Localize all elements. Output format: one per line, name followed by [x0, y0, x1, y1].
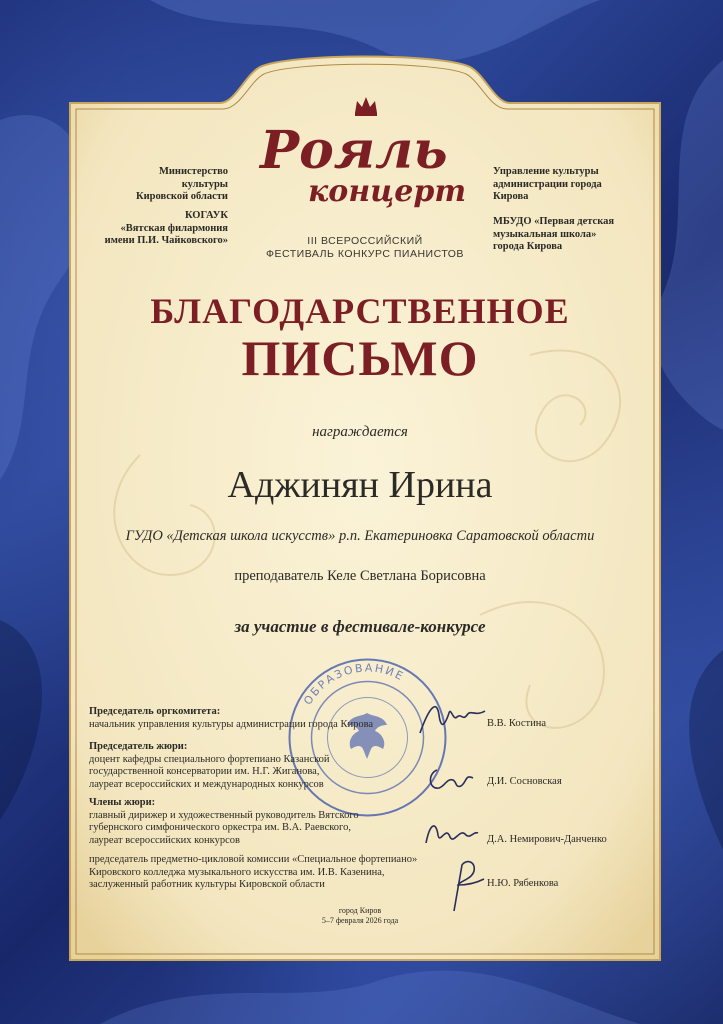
signature-nemirovich: [420, 815, 480, 850]
sig-desc-2-1: доцент кафедры специального фортепиано Казанской: [89, 753, 330, 765]
ministry-line-2: культуры: [181, 178, 228, 190]
footer-date: 5–7 февраля 2026 года: [321, 916, 399, 925]
festival-name: [255, 235, 475, 261]
ministry-line-3: Кировской области: [135, 191, 228, 202]
sig-name-1: В.В. Костина: [487, 718, 547, 729]
signature-kostina: [415, 695, 490, 740]
award-reason: за участие в фестивале-конкурсе: [234, 617, 486, 636]
ministry-line-1: Министерство: [158, 166, 228, 177]
sig-desc-3-2: губернского симфонического оркестра им. В.А. Раевского,: [89, 822, 351, 833]
sig-desc-2-3: лауреат всероссийских и международных конкурсов: [89, 778, 324, 790]
kogauk-line-2: «Вятская филармония: [120, 222, 228, 234]
school-name: ГУДО «Детская школа искусств» р.п. Екатериновка Саратовской области: [125, 528, 595, 544]
kogauk-line-1: КОГАУК: [184, 210, 228, 221]
crown-icon: [353, 95, 379, 117]
sig-desc-4-2: Кировского колледжа музыкального искусства им. И.В. Казенина,: [89, 866, 385, 878]
footer-city: город Киров: [338, 906, 382, 915]
teacher-name: преподаватель Келе Светлана Борисовна: [234, 568, 486, 584]
sig-desc-4-1: председатель предметно-цикловой комиссии «Специальное фортепиано»: [89, 854, 418, 865]
recipient-name: Аджинян Ирина: [227, 464, 493, 506]
sig-desc-3-3: лауреат всероссийских конкурсов: [89, 834, 240, 846]
sig-name-2: Д.И. Сосновская: [487, 776, 562, 787]
kogauk-block: [100, 210, 228, 248]
mbudo-line-3: города Кирова: [493, 241, 563, 252]
logo-subtitle: концерт: [308, 174, 467, 209]
footer: [60, 906, 660, 926]
mbudo-line-1: МБУДО «Первая детская: [493, 216, 615, 227]
kogauk-line-3: имени П.И. Чайковского»: [104, 235, 228, 246]
signature-sosnovskaya: [425, 760, 480, 800]
award-intro: награждается: [312, 424, 408, 440]
sig-desc-3-1: главный дирижер и художественный руководитель Вятского: [89, 809, 359, 821]
sig-desc-4-3: заслуженный работник культуры Кировской области: [89, 879, 325, 890]
doc-title-line-2: ПИСЬМО: [241, 330, 479, 386]
sig-role-3: Члены жюри:: [89, 797, 156, 808]
dept-line-2: администрации города: [493, 178, 602, 190]
logo-title: Рояль: [260, 120, 448, 181]
sig-name-4: Н.Ю. Рябенкова: [487, 878, 559, 889]
sig-name-3: Д.А. Немирович-Данченко: [487, 834, 607, 845]
festival-line-2: ФЕСТИВАЛЬ КОНКУРС ПИАНИСТОВ: [266, 248, 464, 260]
mbudo-block: [493, 216, 633, 254]
dept-line-3: Кирова: [493, 191, 529, 202]
svg-text:ОБРАЗОВАНИЕ: ОБРАЗОВАНИЕ: [301, 661, 407, 708]
doc-title-line-1: БЛАГОДАРСТВЕННОЕ: [150, 291, 570, 331]
culture-dept-block: [493, 166, 633, 204]
sig-role-1: Председатель оргкомитета:: [89, 706, 221, 717]
festival-line-1: III ВСЕРОССИЙСКИЙ: [307, 235, 423, 247]
sig-role-2: Председатель жюри:: [89, 741, 188, 752]
dept-line-1: Управление культуры: [493, 166, 599, 177]
sig-desc-1-1: начальник управления культуры администрации города Кирова: [89, 718, 374, 730]
sig-desc-2-2: государственной консерватории им. Н.Г. Жиганова,: [89, 766, 320, 777]
festival-logo: [250, 95, 480, 225]
ministry-block: [120, 166, 228, 204]
mbudo-line-2: музыкальная школа»: [493, 228, 597, 240]
